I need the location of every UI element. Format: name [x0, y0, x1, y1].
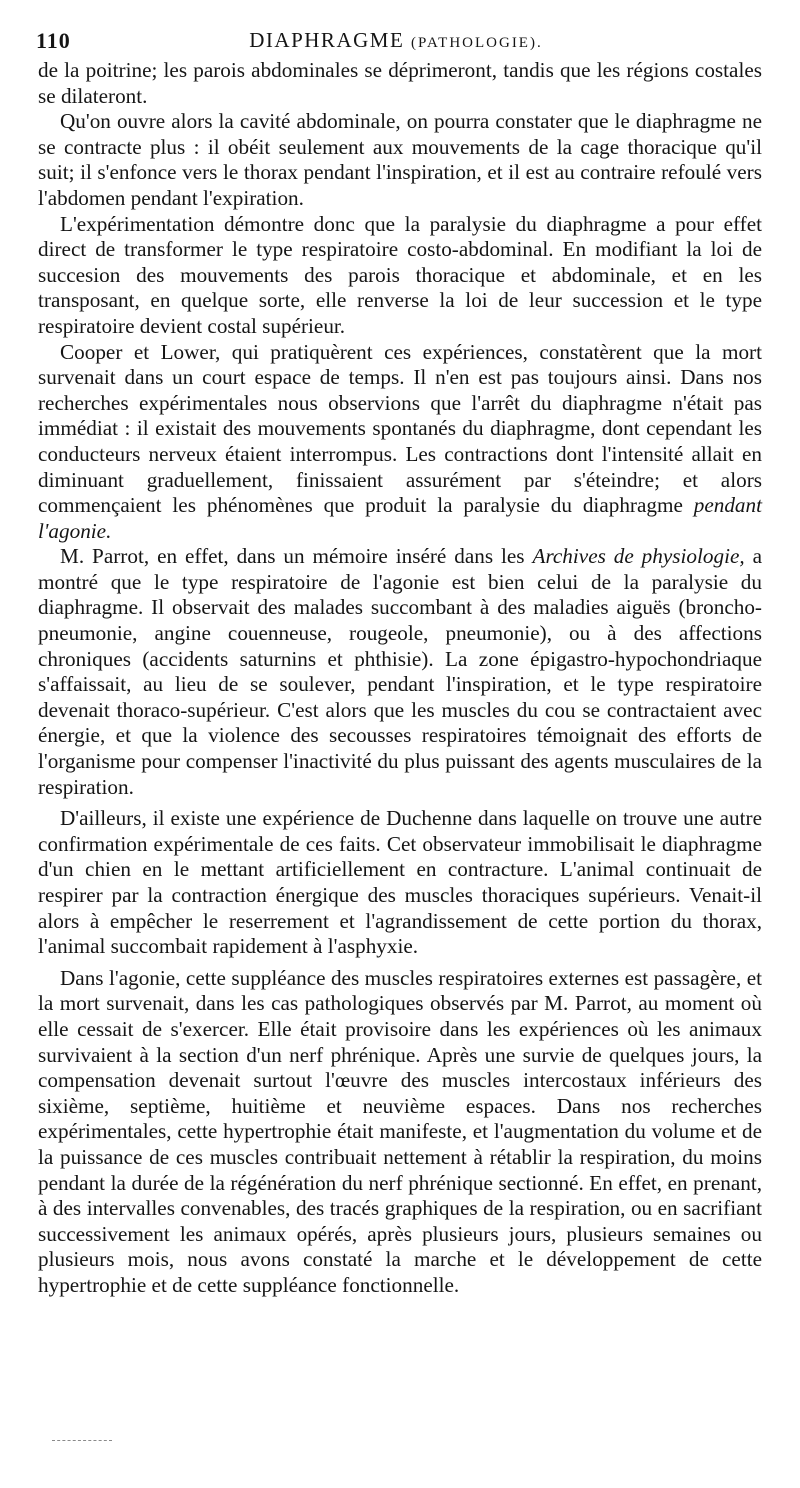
page-header — [36, 28, 756, 58]
footer-dash-mark — [52, 1440, 112, 1443]
paragraph-5 — [38, 544, 762, 800]
running-head — [36, 28, 756, 53]
body-text — [38, 58, 762, 1299]
paragraph-5-text-after: a montré que le type respiratoire de l'agonie est bien celui de la paralysie du diaphragme. Il observait des malades succombant à des maladies aiguës (broncho-pneumonie, angine couenneuse, rougeole, pneumonie), ou à des affections chroniques (accidents saturnins et phthisie). La zone épigastro-hypochondriaque s'affaissait, au lieu de se soulever, pendant l'inspiration, et le type respiratoire devenait thoraco-supérieur. C'est alors que les muscles du cou se contractaient avec énergie, et que la violence des secousses respiratoires témoignait des efforts de l'organisme pour compenser l'inactivité du plus puissant des agents musculaires de la respiration. — [38, 544, 763, 799]
paragraph-5-text-before: M. Parrot, en effet, dans un mémoire inséré dans les — [60, 544, 525, 569]
paragraph-4-italic: pendant l'agonie. — [38, 493, 763, 543]
paragraph-4-text: Cooper et Lower, qui pratiquèrent ces expériences, constatèrent que la mort survenait dans un court espace de temps. Il n'en est pas toujours ainsi. Dans nos recherches expérimentales nous observions que l'arrêt du diaphragme n'était pas immédiat : il existait des mouvements spontanés du diaphragme, dont cependant les conducteurs nerveux étaient interrompus. Les contractions dont l'intensité allait en diminuant graduellement, finissaient assurément par s'éteindre; et alors commençaient les phénomènes que produit la paralysie du diaphragme — [38, 339, 762, 518]
paragraph-7: Dans l'agonie, cette suppléance des muscles respiratoires externes est passagère, et la mort survenait, dans les cas pathologiques observés par M. Parrot, au moment où elle cessait de s'exercer. Elle était provisoire dans les expériences où les animaux survivaient à la section d'un nerf phrénique. Après une survie de quelques jours, la compensation devenait surtout l'œuvre des muscles intercostaux inférieurs des sixième, septième, huitième et neuvième espaces. Dans nos recherches expérimentales, cette hypertrophie était manifeste, et l'augmentation du volume et de la puissance de ces muscles contribuait nettement à rétablir la respiration, du moins pendant la durée de la régénération du nerf phrénique sectionné. En effet, en prenant, à des intervalles convenables, des tracés graphiques de la respiration, ou en sacrifiant successivement les animaux opérés, après plusieurs jours, plusieurs semaines ou plusieurs mois, nous avons constaté la marche et le développement de cette hypertrophie et de cette suppléance fonctionnelle. — [38, 965, 762, 1297]
running-head-title: DIAPHRAGME — [249, 28, 405, 52]
paragraph-3: L'expérimentation démontre donc que la paralysie du diaphragme a pour effet direct de transformer le type respiratoire costo-abdominal. En modifiant la loi de succesion des mouvements des parois thoracique et abdominale, et en les transposant, en quelque sorte, elle renverse la loi de leur succession et le type respiratoire devient costal supérieur. — [38, 211, 762, 338]
paragraph-6: D'ailleurs, il existe une expérience de Duchenne dans laquelle on trouve une autre confirmation expérimentale de ces faits. Cet observateur immobilisait le diaphragme d'un chien en le mettant artificiellement en contracture. L'animal continuait de respirer par la contraction énergique des muscles thoraciques supérieurs. Venait-il alors à empêcher le reserrement et l'agrandissement de cette portion du thorax, l'animal succombait rapidement à l'asphyxie. — [38, 806, 762, 959]
paragraph-1: de la poitrine; les parois abdominales se déprimeront, tandis que les régions costales se dilateront. — [38, 58, 762, 108]
paragraph-4 — [38, 340, 762, 545]
page-number: 110 — [36, 28, 71, 53]
paragraph-2: Qu'on ouvre alors la cavité abdominale, on pourra constater que le diaphragme ne se contracte plus : il obéit seulement aux mouvements de la cage thoracique qu'il suit; il s'enfonce vers le thorax pendant l'inspiration, et il est au contraire refoulé vers l'abdomen pendant l'expiration. — [38, 109, 762, 210]
paragraph-5-italic: Archives de physiologie, — [532, 544, 745, 569]
running-head-subtitle: (PATHOLOGIE). — [411, 35, 543, 51]
